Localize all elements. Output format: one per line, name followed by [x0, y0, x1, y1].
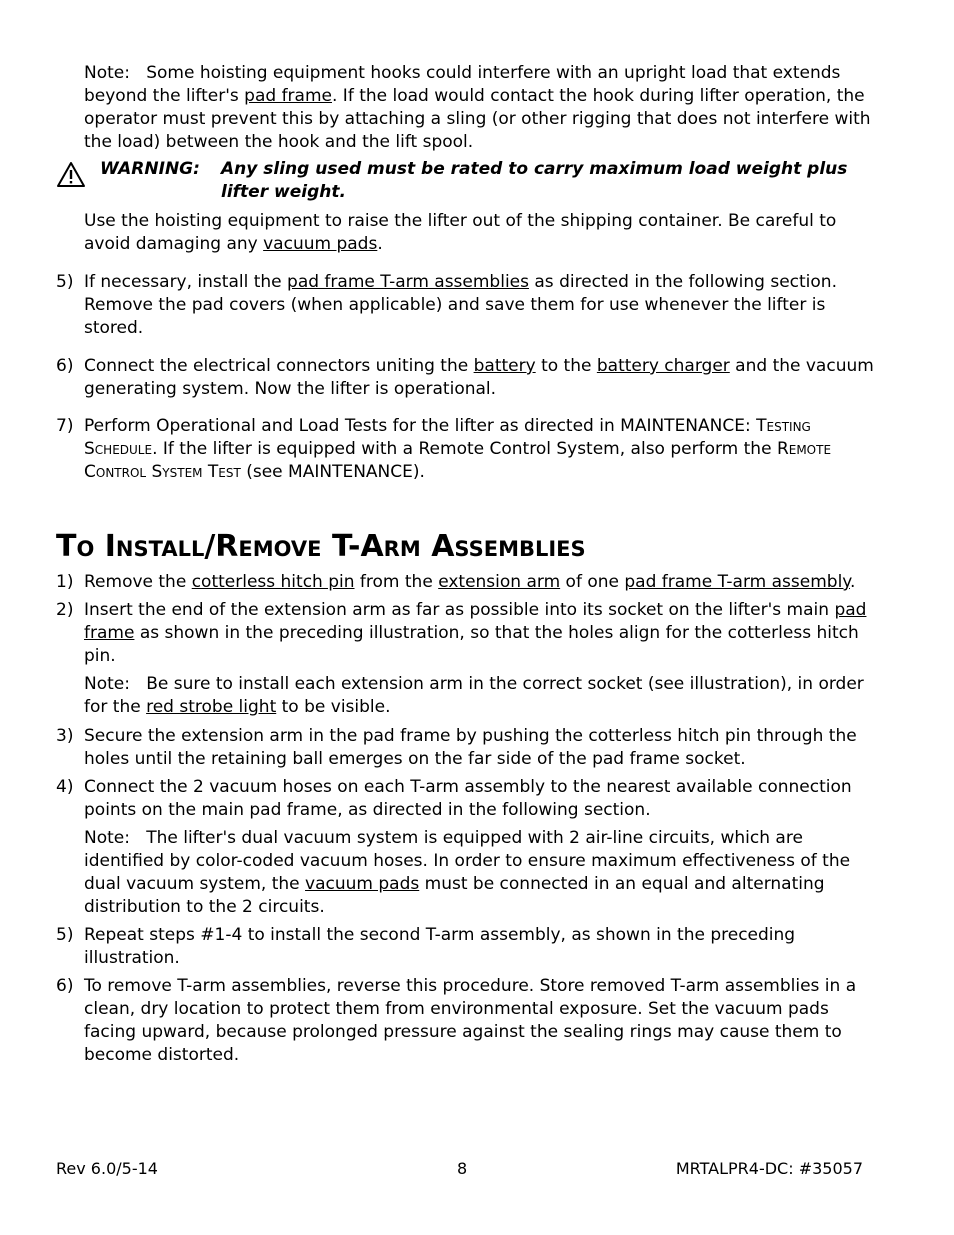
step-text: To remove T-arm assemblies, reverse this procedure. Store removed T-arm assemblies in a clean, dry location to protect them from environmental exposure. Set the vacuum pads facing upward, because prolonged pressure against the sealing rings may cause them to become distorted. — [84, 976, 857, 1065]
paragraph-text: . — [377, 234, 383, 254]
paragraph-text: Use the hoisting equipment to raise the lifter out of the shipping container. Be careful to avoid damaging any — [84, 211, 837, 254]
step-text-part: as shown in the preceding illustration, so that the holes align for the cotterless hitch pin. — [84, 623, 859, 666]
vacuum-pads-link[interactable]: vacuum pads — [263, 234, 378, 254]
footer-revision: Rev 6.0/5-14 — [56, 1159, 158, 1178]
red-strobe-light-link[interactable]: red strobe light — [146, 697, 277, 717]
pad-frame-link[interactable]: pad frame — [84, 600, 867, 643]
step-number: 3) — [56, 726, 74, 746]
step-number: 1) — [56, 572, 74, 592]
battery-link[interactable]: battery — [473, 356, 536, 376]
note-text: must be connected in an equal and alternating distribution to the 2 circuits. — [84, 874, 825, 917]
step-text-part: as directed in the following section. Remove the pad covers (when applicable) and save them for use whenever the lifter is stored. — [84, 272, 837, 338]
note-label: Note: — [84, 828, 130, 848]
remote-control-test-ref: Remote Control System Test — [84, 439, 832, 482]
install-step-1 — [56, 571, 874, 594]
intro-note — [84, 62, 874, 154]
step-text — [84, 355, 874, 401]
step-text-part: . — [849, 572, 856, 592]
step-text — [84, 271, 874, 340]
install-step-2 — [56, 599, 874, 668]
step-5 — [56, 271, 874, 340]
step-text — [84, 571, 874, 594]
step-number: 6) — [56, 356, 74, 376]
cotterless-hitch-pin-link[interactable]: cotterless hitch pin — [191, 572, 355, 592]
step-text — [84, 599, 874, 668]
section-title: To Install/Remove T-Arm Assemblies — [56, 529, 586, 564]
step-number: 6) — [56, 976, 74, 996]
step-text-part: Perform Operational and Load Tests for the lifter as directed in MAINTENANCE: — [84, 416, 757, 436]
step-text-part: Insert the end of the extension arm as far as possible into its socket on the lifter's main — [84, 600, 835, 620]
step-number: 7) — [56, 416, 74, 436]
pad-frame-t-arm-assemblies-link[interactable]: pad frame T-arm assemblies — [287, 272, 529, 292]
step-number: 5) — [56, 272, 74, 292]
note-label: Note: — [84, 63, 130, 83]
note-text: . If the load would contact the hook during lifter operation, the operator must prevent this by attaching a sling (or other rigging that does not interfere with the load) between the hook and the lift spool. — [84, 86, 871, 152]
note-text: The lifter's dual vacuum system is equipped with 2 air-line circuits, which are identified by color-coded vacuum hoses. In order to ensure maximum effectiveness of the dual vacuum system, the — [84, 828, 851, 894]
step-text-part: to the — [535, 356, 597, 376]
warning-label: WARNING: — [100, 159, 200, 179]
pad-frame-link[interactable]: pad frame — [244, 86, 332, 106]
note-text: to be visible. — [276, 697, 391, 717]
hoist-paragraph — [84, 210, 874, 256]
step-number: 4) — [56, 777, 74, 797]
step-text — [84, 415, 874, 484]
note-text: Some hoisting equipment hooks could interfere with an upright load that extends beyond the lifter's — [84, 63, 841, 106]
note-text: Be sure to install each extension arm in the correct socket (see illustration), in order for the — [84, 674, 864, 717]
step-text-part: of one — [560, 572, 625, 592]
step-text: Connect the 2 vacuum hoses on each T-arm assembly to the nearest available connection points on the main pad frame, as directed in the following section. — [84, 777, 852, 820]
install-step-6 — [56, 975, 874, 1067]
testing-schedule-ref: Testing Schedule — [84, 416, 811, 459]
step-number: 2) — [56, 600, 74, 620]
step-text-part: If necessary, install the — [84, 272, 288, 292]
footer-document-id: MRTALPR4-DC: #35057 — [675, 1159, 863, 1178]
step-text-part: Connect the electrical connectors uniting the — [84, 356, 474, 376]
step-number: 5) — [56, 925, 74, 945]
step-text-part: Remove the — [84, 572, 192, 592]
step-text: Secure the extension arm in the pad frame by pushing the cotterless hitch pin through the holes until the retaining ball emerges on the far side of the pad frame socket. — [84, 726, 857, 769]
battery-charger-link[interactable]: battery charger — [596, 356, 730, 376]
step-text: Repeat steps #1-4 to install the second T-arm assembly, as shown in the preceding illustration. — [84, 925, 796, 968]
install-note-2 — [84, 673, 874, 719]
footer-page-number: 8 — [457, 1159, 468, 1178]
step-text-part: and the vacuum generating system. Now the lifter is operational. — [84, 356, 874, 399]
pad-frame-t-arm-assembly-link[interactable]: pad frame T-arm assembly — [624, 572, 850, 592]
install-step-3 — [56, 725, 874, 771]
step-text-part: from the — [354, 572, 439, 592]
install-note-4 — [84, 827, 874, 919]
warning-triangle-icon — [56, 161, 86, 188]
note-label: Note: — [84, 674, 130, 694]
step-6 — [56, 355, 874, 401]
install-step-5 — [56, 924, 874, 970]
install-step-4 — [56, 776, 874, 822]
vacuum-pads-link[interactable]: vacuum pads — [305, 874, 420, 894]
step-text-part: . If the lifter is equipped with a Remote Control System, also perform the — [152, 439, 777, 459]
step-7 — [56, 415, 874, 484]
warning-text: Any sling used must be rated to carry maximum load weight plus lifter weight. — [221, 159, 848, 202]
step-text-part: (see MAINTENANCE). — [240, 462, 425, 482]
extension-arm-link[interactable]: extension arm — [438, 572, 561, 592]
